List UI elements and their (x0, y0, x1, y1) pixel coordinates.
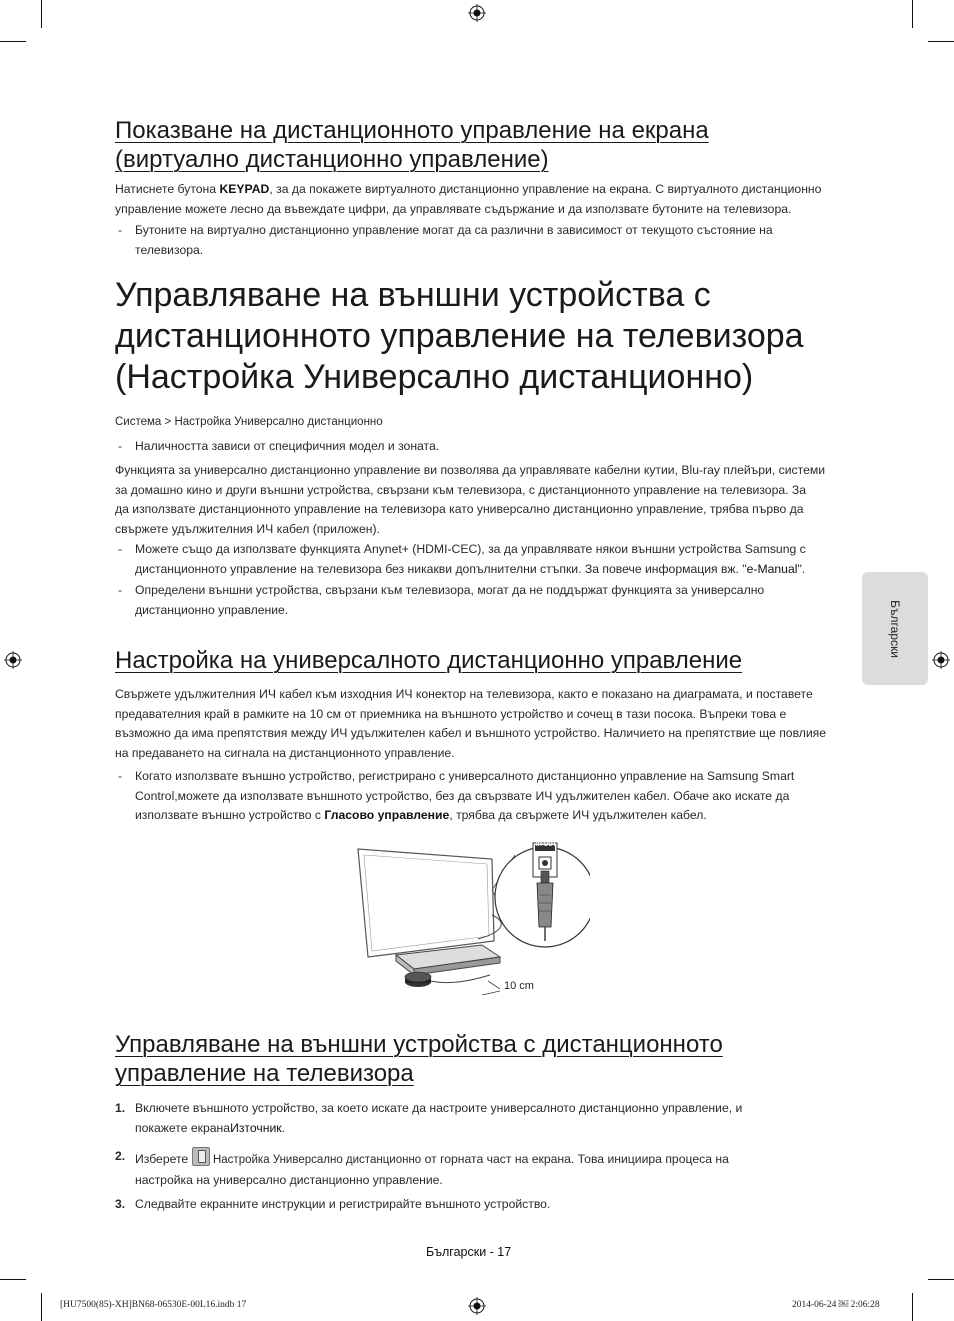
text: предавателния край в рамките на 10 см от приемника на външното устройство и сочещ в тази посока. Въпреки това е (115, 706, 787, 721)
step-2 (115, 1147, 855, 1190)
paragraph (115, 461, 850, 539)
text: Бутоните на виртуално дистанционно управление могат да са различни в зависимост от текущото състояние на (135, 223, 773, 237)
title-line: дистанционното управление на телевизора (115, 317, 804, 355)
text: Можете също да използвате функцията Anynet+ (HDMI-CEC), за да управлявате някои външни устройства Samsung с (135, 542, 806, 556)
crop-mark (0, 1279, 26, 1280)
registration-mark-icon (468, 4, 486, 22)
text: да използвате дистанционното управление на телевизора като универсално дистанционно управление, трябва първо да (115, 502, 804, 516)
text: Функцията за универсално дистанционно управление ви позволява да управлявате кабелни кутии, Blu-ray плейъри, системи (115, 463, 826, 477)
title-line: Показване на дистанционното управление на екрана (115, 117, 709, 144)
text: за домашно кино и други външни устройства, свързани към телевизора, с дистанционното управление на телевизора. За (115, 482, 807, 497)
crop-mark (928, 1279, 954, 1280)
text: . (281, 1120, 285, 1135)
text: дистанционно управление. (135, 602, 289, 617)
text: Изберете (135, 1152, 192, 1166)
text: , за да покажете виртуалното дистанционно управление на екрана. С виртуалното дистанционно (269, 182, 822, 196)
title-line: Управляване на външни устройства с дистанционното (115, 1031, 723, 1058)
source-term: Източник (230, 1120, 282, 1135)
crop-mark (912, 1293, 913, 1321)
paragraph (115, 685, 850, 763)
crop-mark (928, 41, 954, 42)
menu-item-system: Система (115, 416, 162, 428)
note (115, 767, 850, 826)
paragraph (115, 180, 845, 219)
universal-remote-term: Настройка Универсално дистанционно (212, 1154, 422, 1166)
text: Когато използвате външно устройство, регистрирано с универсалното дистанционно управление на Samsung Smart (135, 769, 795, 783)
text: Определени външни устройства, свързани към телевизора, могат да не поддържат функцията за универсално (135, 583, 765, 597)
bullet: - (118, 439, 123, 453)
section-title-control-devices (115, 1030, 855, 1088)
crop-mark (912, 0, 913, 28)
chapter-title (115, 275, 845, 398)
note (115, 581, 850, 620)
step-3 (115, 1195, 855, 1215)
keypad-key: KEYPAD (219, 182, 270, 196)
text: възможно да има препятствия между ИЧ удължителен кабел и външното устройство. Наличието на препятствие ще повлияе (115, 726, 827, 740)
ir-extender-diagram (350, 835, 590, 1000)
step-number: 1. (115, 1101, 126, 1115)
text: Натиснете бутона (115, 182, 220, 196)
text: ". (797, 561, 806, 576)
page-number: Български - 17 (426, 1245, 512, 1259)
text: от горната част на екрана. Това инициира процеса на (421, 1152, 729, 1166)
text: управление можете лесно да въвеждате цифри, да управлявате съдържание и да използвате бутоните на телевизора. (115, 201, 792, 216)
text: свържете удължителния ИЧ кабел (приложен). (115, 521, 380, 536)
print-file-info: [HU7500(85)-XH]BN68-06530E-00L16.indb 17 (60, 1300, 247, 1310)
text: на предаването на сигнала на дистанционното управление. (115, 745, 455, 760)
menu-path (115, 413, 383, 433)
note (115, 437, 845, 457)
title-line: (виртуално дистанционно управление) (115, 146, 549, 173)
voice-control-term: Гласово управление (324, 808, 450, 822)
text: Control,можете да използвате външното устройство, без да свързвате ИЧ удължителен кабел. Обаче ако искате да (135, 788, 790, 803)
distance-label: 10 cm (504, 980, 534, 992)
title-line: Настройка на универсалното дистанционно управление (115, 647, 743, 674)
bullet: - (118, 583, 123, 597)
menu-separator: > (164, 416, 172, 428)
text: дистанционното управление на телевизора без никакви допълнителни стъпки. За повече информация вж. " (135, 561, 747, 576)
text: Следвайте екранните инструкции и регистрирайте външното устройство. (135, 1197, 551, 1211)
crop-mark (41, 0, 42, 28)
title-line: управление на телевизора (115, 1060, 414, 1087)
text: настройка на универсално дистанционно управление. (135, 1172, 443, 1187)
e-manual-link[interactable]: e-Manual (746, 561, 798, 576)
step-number: 2. (115, 1149, 126, 1163)
note (115, 221, 845, 260)
text: използвате външно устройство с (135, 808, 325, 822)
step-number: 3. (115, 1197, 126, 1211)
ir-out-port-label: IR OUT (536, 842, 557, 848)
text: телевизора. (135, 242, 204, 257)
universal-remote-icon (192, 1147, 210, 1166)
registration-mark-icon (468, 1297, 486, 1315)
text: Включете външното устройство, за което искате да настроите универсалното дистанционно управление, и (135, 1101, 743, 1115)
print-datetime: 2014-06-24 ￼ 2:06:28 (792, 1300, 880, 1310)
language-side-tab (862, 572, 928, 685)
section-title-virtual-remote (115, 116, 815, 174)
section-title-setup (115, 646, 855, 675)
crop-mark (41, 1293, 42, 1321)
title-line: (Настройка Универсално дистанционно) (115, 358, 754, 396)
title-line: Управляване на външни устройства с (115, 276, 711, 314)
bullet: - (118, 223, 123, 237)
step-1 (115, 1099, 855, 1138)
language-label: Български (888, 599, 902, 658)
registration-mark-icon (4, 651, 22, 669)
registration-mark-icon (932, 651, 950, 669)
bullet: - (118, 769, 123, 783)
note (115, 540, 850, 579)
crop-mark (0, 41, 26, 42)
text: Наличността зависи от специфичния модел и зоната. (135, 439, 440, 453)
text: Свържете удължителния ИЧ кабел към изходния ИЧ конектор на телевизора, както е показано на диаграмата, и поставете (115, 687, 813, 701)
bullet: - (118, 542, 123, 556)
menu-item-universal-remote: Настройка Универсално дистанционно (174, 416, 383, 428)
text: , трябва да свържете ИЧ удължителен кабел. (449, 808, 707, 822)
text: покажете екрана (135, 1120, 231, 1135)
